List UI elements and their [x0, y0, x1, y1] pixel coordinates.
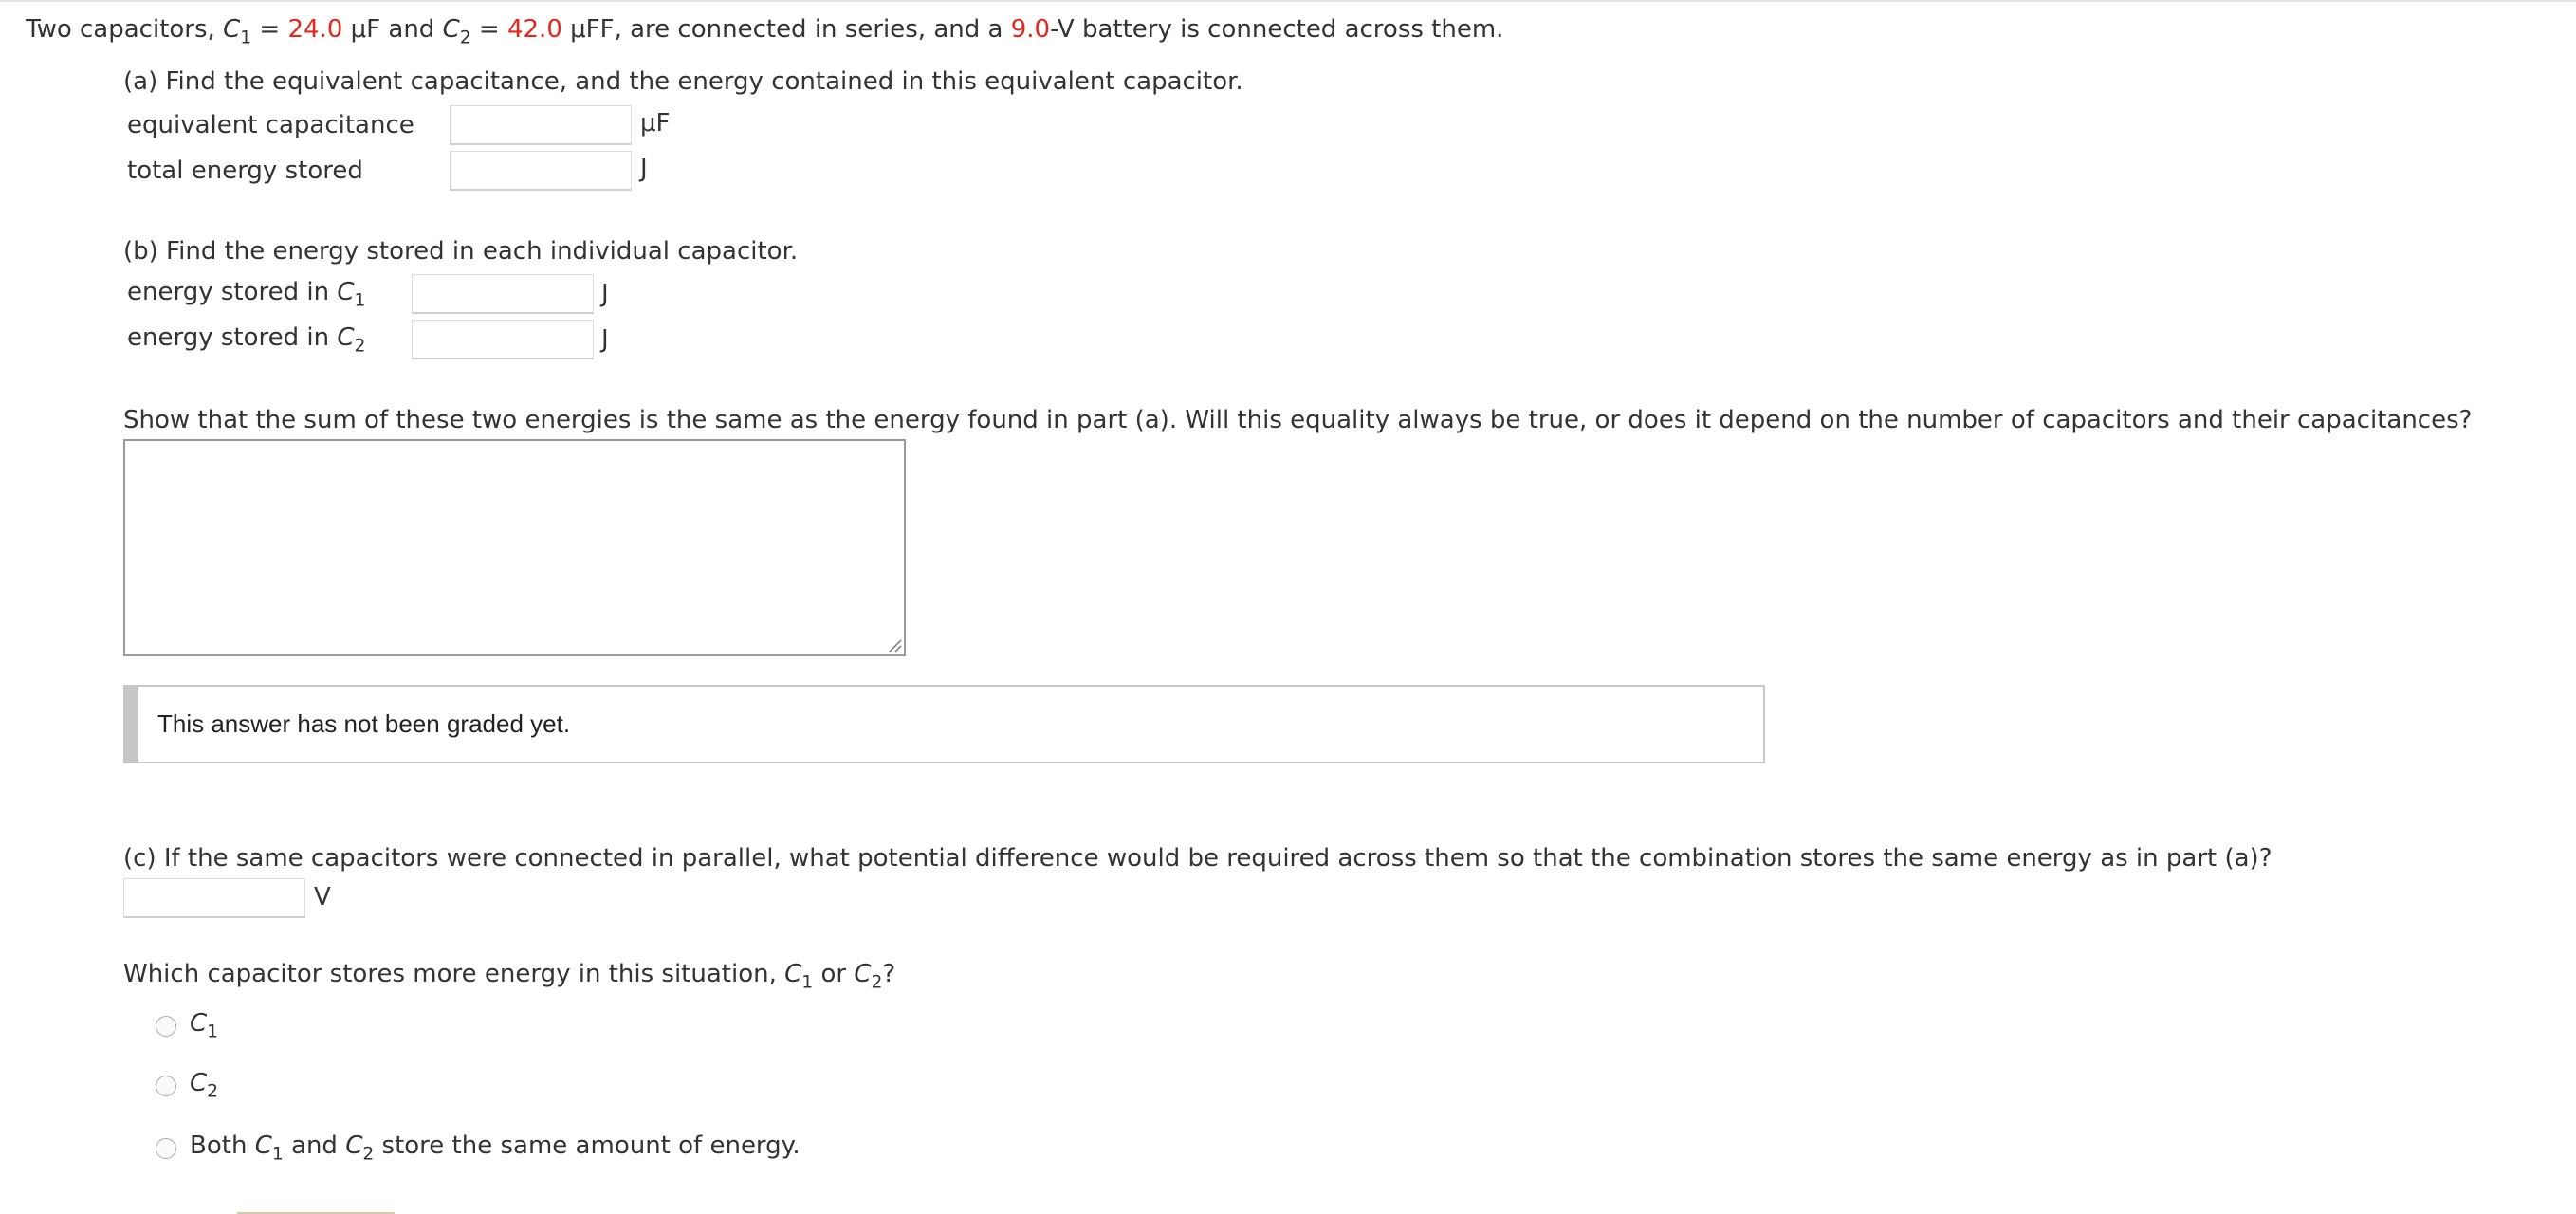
which-capacitor-question: Which capacitor stores more energy in this situation, $C_1$ or $C_2$?: [123, 960, 896, 993]
problem-statement: Two capacitors, $C_1 = 24.0$ μF and $C_2 = 42.0$ μFF, are connected in series, and a 9.0-V battery is connected across them.: [26, 15, 1504, 48]
energy-c1-unit: J: [601, 280, 609, 308]
grading-status-box: [123, 685, 1765, 763]
total-energy-unit: J: [640, 155, 648, 183]
c1-value: 24.0: [287, 15, 343, 44]
resize-handle-icon[interactable]: [885, 635, 902, 653]
total-energy-label: total energy stored: [127, 156, 363, 185]
part-c-question: (c) If the same capacitors were connected in parallel, what potential difference would be required across them so that the combination stores the same energy as in part (a)?: [123, 844, 2272, 873]
radio-option-c2[interactable]: [156, 1076, 176, 1096]
option-c1-label[interactable]: $C_1$: [190, 1009, 219, 1042]
mid-text: μFF, are connected in series, and a: [570, 15, 1003, 44]
c2-symbol: $C_2$: [442, 15, 471, 48]
energy-c2-unit: J: [601, 325, 609, 354]
option-c2-label[interactable]: $C_2$: [190, 1069, 219, 1102]
option-both-label[interactable]: Both $C_1$ and $C_2$ store the same amount of energy.: [190, 1131, 800, 1165]
potential-difference-input[interactable]: [123, 878, 305, 918]
radio-option-both[interactable]: [156, 1138, 176, 1159]
part-a-question: (a) Find the equivalent capacitance, and the energy contained in this equivalent capacitor.: [123, 67, 1243, 96]
c2-value: 42.0: [506, 15, 562, 44]
energy-c2-input[interactable]: [412, 320, 594, 359]
top-border: [0, 0, 2576, 2]
potential-difference-unit: V: [314, 883, 331, 911]
energy-c1-input[interactable]: [412, 274, 594, 314]
equivalent-capacitance-input[interactable]: [450, 105, 632, 145]
show-question: Show that the sum of these two energies is the same as the energy found in part (a). Will this equality always be true, or does it depend on the number of capacitors and their capacitances?: [123, 406, 2473, 434]
energy-c1-label: energy stored in $C_1$: [127, 278, 366, 311]
explanation-textarea[interactable]: [123, 439, 906, 656]
total-energy-input[interactable]: [450, 151, 632, 191]
battery-voltage: 9.0: [1010, 15, 1051, 44]
c1-symbol: $C_1$: [223, 15, 252, 48]
equivalent-capacitance-label: equivalent capacitance: [127, 111, 414, 139]
energy-c2-label: energy stored in $C_2$: [127, 323, 366, 357]
part-b-question: (b) Find the energy stored in each individual capacitor.: [123, 237, 799, 266]
grading-status-text: This answer has not been graded yet.: [157, 709, 571, 738]
radio-option-c1[interactable]: [156, 1016, 176, 1037]
equivalent-capacitance-unit: μF: [640, 109, 671, 138]
